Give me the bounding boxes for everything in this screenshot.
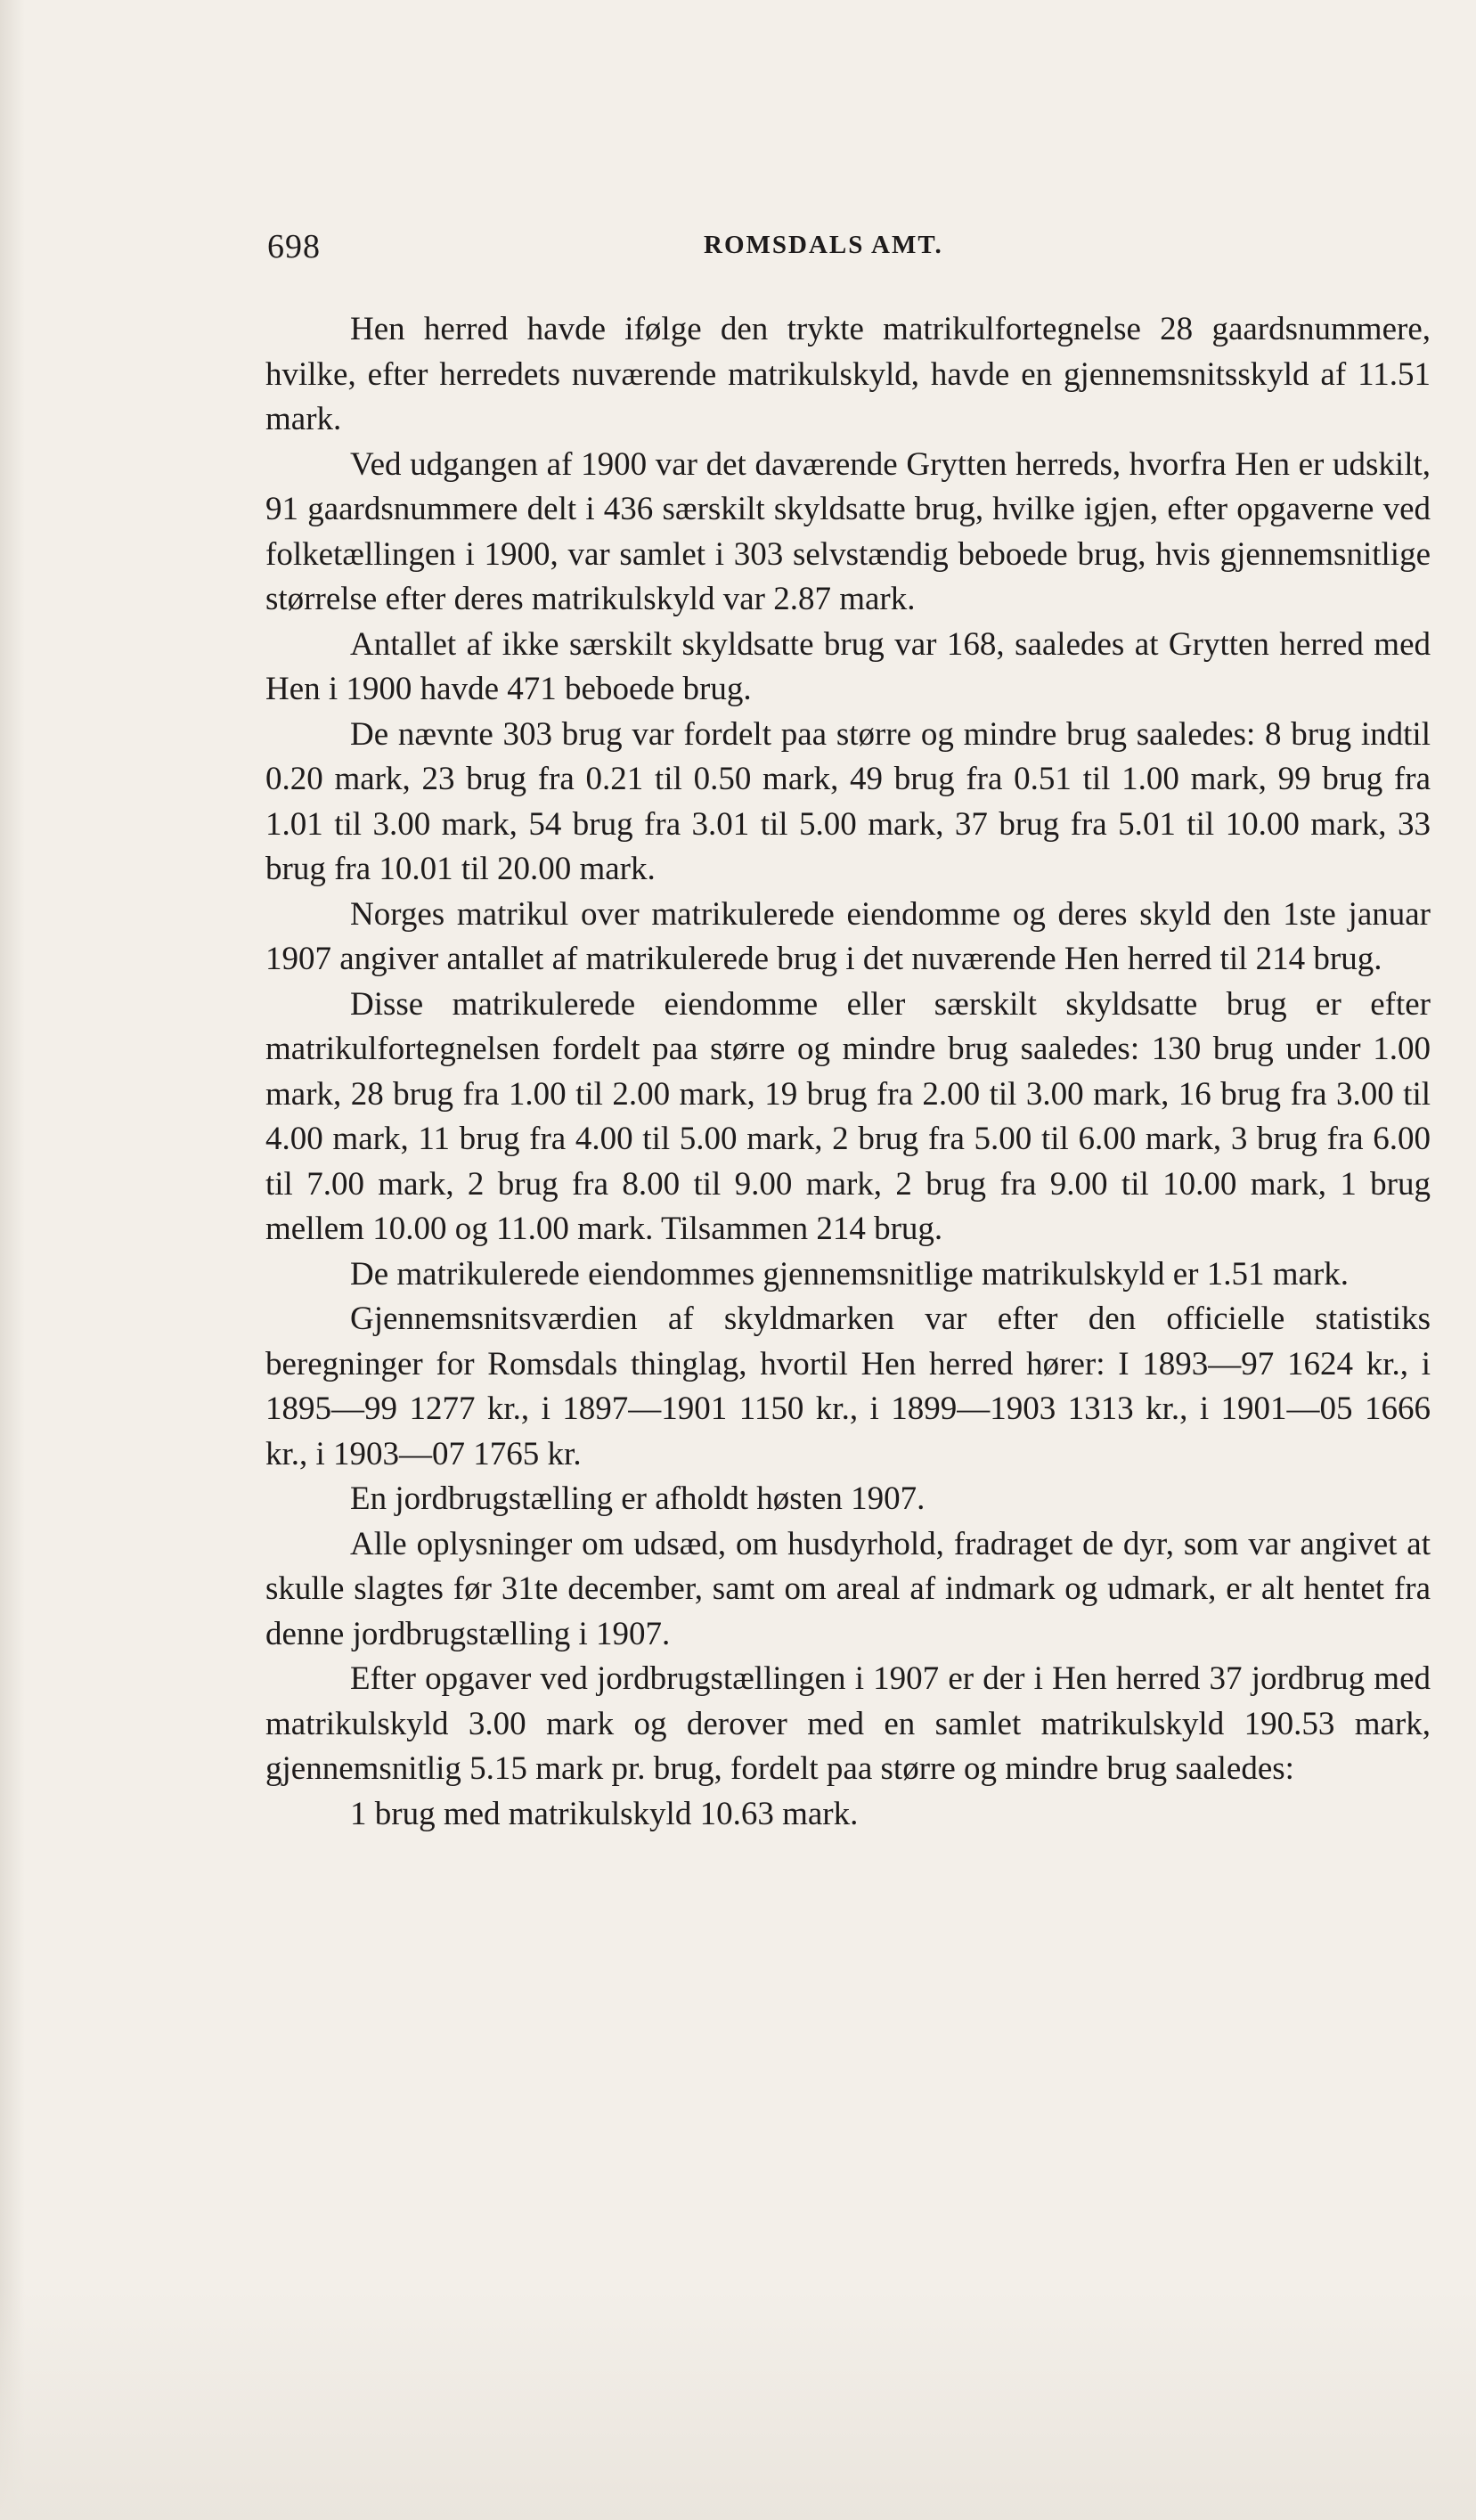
paragraph-6: Disse matrikulerede eiendomme eller særskilt skyldsatte brug er efter matrikulfortegnelsen fordelt paa større og mindre brug saaledes: 130 brug under 1.00 mark, 28 brug fra 1.00 til 2.00 mark, 19 brug fra 2.00 til 3.00 mark, 16 brug fra 3.00 til 4.00 mark, 11 brug fra 4.00 til 5.00 mark, 2 brug fra 5.00 til 6.00 mark, 3 brug fra 6.00 til 7.00 mark, 2 brug fra 8.00 til 9.00 mark, 2 brug fra 9.00 til 10.00 mark, 1 brug mellem 10.00 og 11.00 mark. Tilsammen 214 brug. (265, 985, 1431, 1247)
paragraph-11: Efter opgaver ved jordbrugstællingen i 1907 er der i Hen herred 37 jordbrug med matrikulskyld 3.00 mark og derover med en samlet matrikulskyld 190.53 mark, gjennemsnitlig 5.15 mark pr. brug, fordelt paa større og mindre brug saaledes: (265, 1660, 1431, 1787)
running-head: ROMSDALS AMT. (704, 231, 943, 259)
paragraph-10: Alle oplysninger om udsæd, om husdyrhold, fradraget de dyr, som var angivet at skulle slagtes før 31te december, samt om areal af indmark og udmark, er alt hentet fra denne jordbrugstælling i 1907. (265, 1525, 1431, 1652)
text-body (265, 307, 1431, 1837)
paragraph-7: De matrikulerede eiendommes gjennemsnitlige matrikulskyld er 1.51 mark. (350, 1255, 1350, 1293)
paragraph-1: Hen herred havde ifølge den trykte matrikulfortegnelse 28 gaardsnummere, hvilke, efter herredets nuværende matrikulskyld, havde en gjennemsnitsskyld af 11.51 mark. (265, 311, 1431, 437)
page-header (267, 227, 1431, 272)
page-number: 698 (267, 228, 321, 265)
paragraph-2: Ved udgangen af 1900 var det daværende Grytten herreds, hvorfra Hen er udskilt, 91 gaardsnummere delt i 436 særskilt skyldsatte brug, hvilke igjen, efter opgaverne ved folketællingen i 1900, var samlet i 303 selvstændig beboede brug, hvis gjennemsnitlige størrelse efter deres matrikulskyld var 2.87 mark. (265, 445, 1431, 617)
paragraph-3: Antallet af ikke særskilt skyldsatte brug var 168, saaledes at Grytten herred med Hen i 1900 havde 471 beboede brug. (265, 625, 1431, 707)
paragraph-12: 1 brug med matrikulskyld 10.63 mark. (350, 1795, 859, 1832)
paragraph-8: Gjennemsnitsværdien af skyldmarken var efter den officielle statistiks beregninger for Romsdals thinglag, hvortil Hen herred hører: I 1893—97 1624 kr., i 1895—99 1277 kr., i 1897—1901 1150 kr., i 1899—1903 1313 kr., i 1901—05 1666 kr., i 1903—07 1765 kr. (265, 1301, 1431, 1472)
paragraph-4: De nævnte 303 brug var fordelt paa større og mindre brug saaledes: 8 brug indtil 0.20 mark, 23 brug fra 0.21 til 0.50 mark, 49 brug fra 0.51 til 1.00 mark, 99 brug fra 1.01 til 3.00 mark, 54 brug fra 3.01 til 5.00 mark, 37 brug fra 5.01 til 10.00 mark, 33 brug fra 10.01 til 20.00 mark. (265, 715, 1431, 887)
paragraph-5: Norges matrikul over matrikulerede eiendomme og deres skyld den 1ste januar 1907 angiver antallet af matrikulerede brug i det nuværende Hen herred til 214 brug. (265, 895, 1431, 977)
paragraph-9: En jordbrugstælling er afholdt høsten 1907. (350, 1480, 926, 1517)
scan-shadow-left (0, 0, 25, 2520)
scan-shadow-bottom (0, 2288, 1476, 2520)
